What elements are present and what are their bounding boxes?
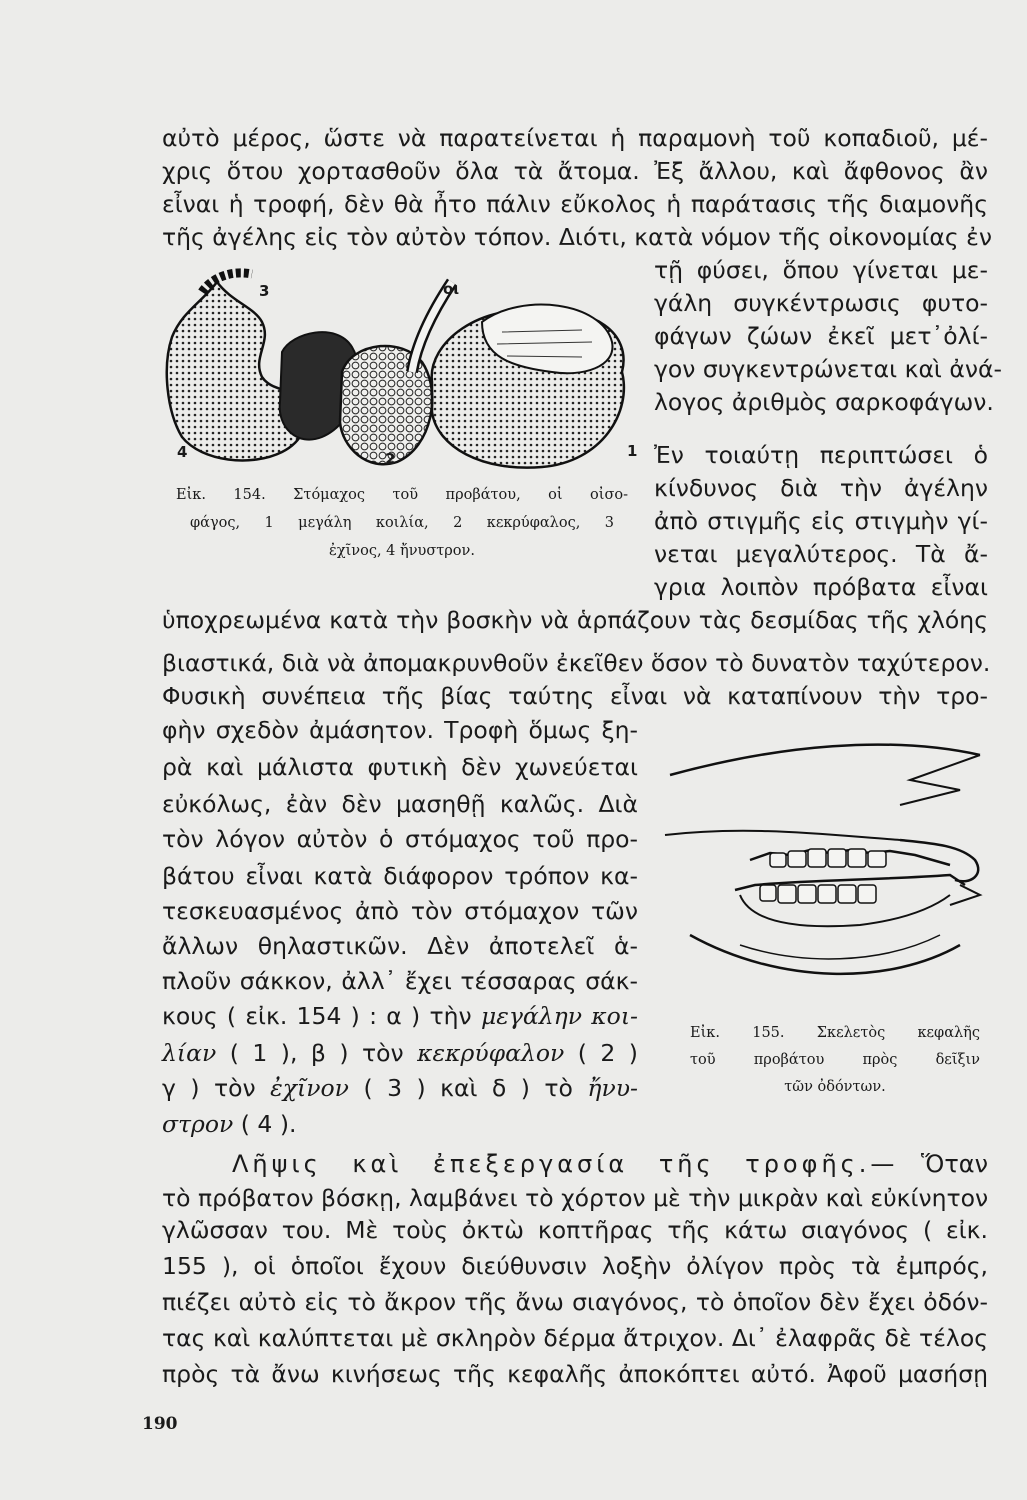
text-line: νεται μεγαλύτερος. Τὰ ἄ- — [654, 540, 988, 568]
text-line: εἶναι ἡ τροφή, δὲν θὰ ἦτο πάλιν εὔκολος ἡ παράτασις τῆς διαμονῆς — [162, 190, 988, 218]
text-span: ( 3 ) καὶ δ ) τὸ — [363, 1074, 573, 1102]
figure-label: 3 — [259, 282, 270, 300]
italic-term: ἤνυ- — [587, 1074, 638, 1102]
text-line: πιέζει αὐτὸ εἰς τὸ ἄκρον τῆς ἄνω σιαγόνος, τὸ ὁποῖον δὲν ἔχει ὀδόν- — [162, 1288, 988, 1316]
text-line: βάτου εἶναι κατὰ διάφορον τρόπον κα- — [162, 862, 638, 890]
italic-term: στρον — [162, 1110, 234, 1138]
text-line: τεσκευασμένος ἀπὸ τὸν στόμαχον τῶν — [162, 897, 638, 925]
text-line: αὐτὸ μέρος, ὥστε νὰ παρατείνεται ἡ παραμονὴ τοῦ κοπαδιοῦ, μέ- — [162, 124, 988, 152]
text-line: φὴν σχεδὸν ἀμάσητον. Τροφὴ ὅμως ξη- — [162, 716, 638, 744]
text-line: γον συγκεντρώνεται καὶ ἀνά- — [654, 355, 1002, 383]
figure-caption: Εἰκ. 155. Σκελετὸς κεφαλῆς — [690, 1025, 980, 1041]
text-line: Φυσικὴ συνέπεια τῆς βίας ταύτης εἶναι νὰ καταπίνουν τὴν τρο- — [162, 682, 988, 710]
sheep-skull-illustration — [660, 735, 990, 1000]
text-line: ἄλλων θηλαστικῶν. Δὲν ἀποτελεῖ ἁ- — [162, 932, 638, 960]
text-span: ( 2 ) — [577, 1039, 638, 1067]
text-line: τὸν λόγον αὐτὸν ὁ στόμαχος τοῦ προ- — [162, 825, 638, 853]
sheep-stomach-illustration — [162, 262, 642, 472]
text-span: ( 1 ), β ) τὸν — [229, 1039, 404, 1067]
figure-label: οι — [443, 280, 460, 298]
text-span: — Ὅταν — [870, 1150, 988, 1178]
heading-text: Λῆψις καὶ ἐπεξεργασία τῆς τροφῆς. — [232, 1150, 871, 1178]
italic-term: μεγάλην κοι- — [480, 1002, 638, 1030]
section-heading — [232, 1148, 988, 1181]
figure-label: 1 — [627, 442, 638, 460]
text-line: φάγων ζώων ἐκεῖ μετ᾽ὀλί- — [654, 322, 988, 350]
text-line: γάλη συγκέντρωσις φυτο- — [654, 289, 988, 317]
text-span: γ ) τὸν — [162, 1074, 256, 1102]
text-line: 155 ), οἱ ὁποῖοι ἔχουν διεύθυνσιν λοξὴν ὀλίγον πρὸς τὰ ἐμπρός, — [162, 1252, 988, 1280]
figure-caption: ἐχῖνος, 4 ἤνυστρον. — [329, 543, 475, 559]
figure-caption: Εἰκ. 154. Στόμαχος τοῦ προβάτου, οἱ οἰσο- — [176, 487, 628, 503]
text-line: βιαστικά, διὰ νὰ ἀπομακρυνθοῦν ἐκεῖθεν ὅσον τὸ δυνατὸν ταχύτερον. — [162, 649, 991, 677]
text-line — [162, 1108, 638, 1141]
figure-caption: τοῦ προβάτου πρὸς δεῖξιν — [690, 1052, 980, 1068]
text-line — [162, 1000, 638, 1033]
text-line: πρὸς τὰ ἄνω κινήσεως τῆς κεφαλῆς ἀποκόπτει αὐτό. Ἀφοῦ μασήσῃ — [162, 1360, 988, 1388]
text-line — [162, 1072, 638, 1105]
text-line: γλῶσσαν του. Μὲ τοὺς ὀκτὼ κοπτῆρας τῆς κάτω σιαγόνος ( εἰκ. — [162, 1216, 988, 1244]
figure-caption: τῶν ὀδόντων. — [784, 1079, 886, 1095]
text-line: ὑποχρεωμένα κατὰ τὴν βοσκὴν νὰ ἁρπάζουν τὰς δεσμίδας τῆς χλόης — [162, 606, 988, 634]
figure-label: 4 — [177, 443, 188, 461]
text-line: τῆς ἀγέλης εἰς τὸν αὐτὸν τόπον. Διότι, κατὰ νόμον τῆς οἰκονομίας ἐν — [162, 223, 993, 251]
text-line: τὸ πρόβατον βόσκῃ, λαμβάνει τὸ χόρτον μὲ τὴν μικρὰν καὶ εὐκίνητον — [162, 1184, 989, 1212]
figure-label: 2 — [385, 450, 396, 468]
text-line: γρια λοιπὸν πρόβατα εἶναι — [654, 573, 988, 601]
text-line: χρις ὅτου χορτασθοῦν ὅλα τὰ ἄτομα. Ἐξ ἄλλου, καὶ ἄφθονος ἂν — [162, 157, 988, 185]
italic-term: κεκρύφαλον — [417, 1039, 565, 1067]
text-line: πλοῦν σάκκον, ἀλλ᾽ ἔχει τέσσαρας σάκ- — [162, 967, 638, 995]
text-line — [162, 1037, 638, 1070]
text-line: λογος ἀριθμὸς σαρκοφάγων. — [654, 388, 994, 416]
italic-term: ἐχῖνον — [270, 1074, 349, 1102]
text-line: τας καὶ καλύπτεται μὲ σκληρὸν δέρμα ἄτριχον. Δι᾽ ἐλαφρᾶς δὲ τέλος — [162, 1324, 988, 1352]
figure-caption: φάγος, 1 μεγάλη κοιλία, 2 κεκρύφαλος, 3 — [190, 515, 614, 531]
text-span: ( 4 ). — [240, 1110, 297, 1138]
text-line: κίνδυνος διὰ τὴν ἀγέλην — [654, 474, 988, 502]
text-line: ἀπὸ στιγμῆς εἰς στιγμὴν γί- — [654, 507, 988, 535]
text-line: εὐκόλως, ἐὰν δὲν μασηθῇ καλῶς. Διὰ — [162, 790, 638, 818]
text-span: κους ( εἰκ. 154 ) : α ) τὴν — [162, 1002, 472, 1030]
page-number: 190 — [142, 1414, 178, 1434]
text-line: τῇ φύσει, ὅπου γίνεται με- — [654, 256, 988, 284]
italic-term: λίαν — [162, 1039, 217, 1067]
text-line: Ἐν τοιαύτῃ περιπτώσει ὁ — [654, 441, 988, 469]
text-line: ρὰ καὶ μάλιστα φυτικὴ δὲν χωνεύεται — [162, 753, 638, 781]
